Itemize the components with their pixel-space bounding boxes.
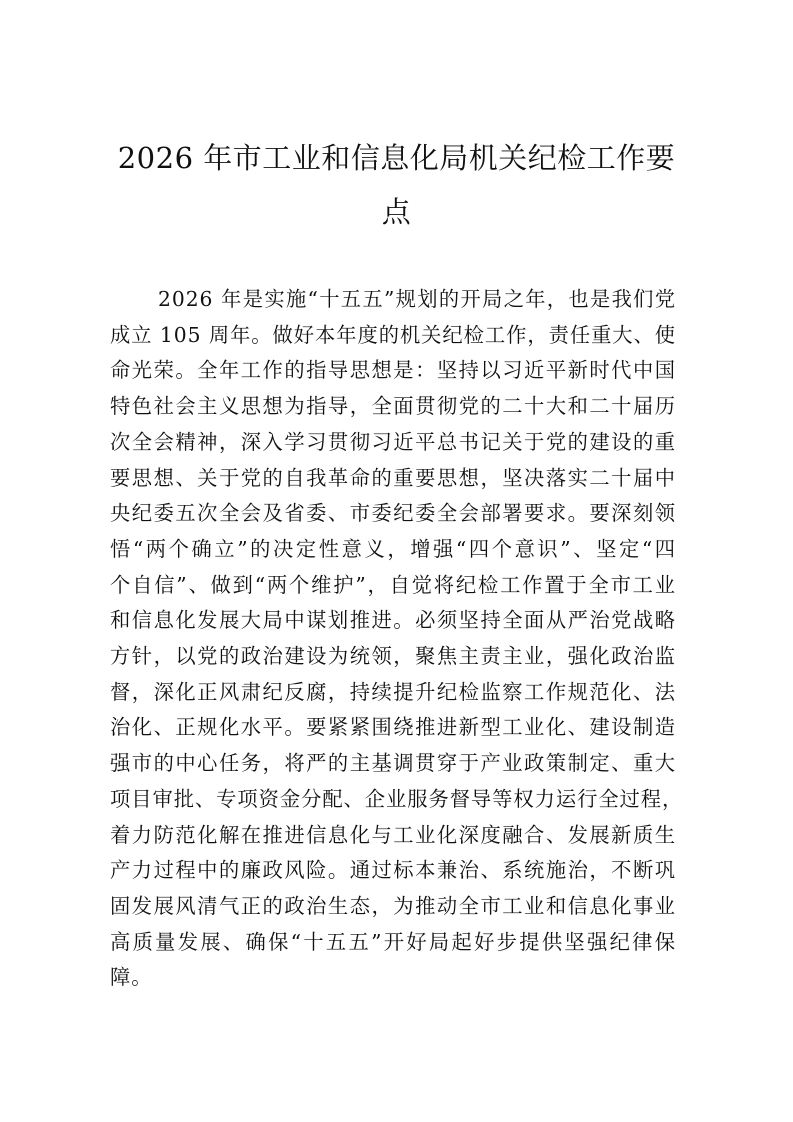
paragraph-line: 产力过程中的廉政风险。通过标本兼治、系统施治，不断巩 [110, 858, 676, 883]
paragraph-line: 2026 年是实施“十五五”规划的开局之年，也是我们党 [158, 287, 676, 311]
paragraph-line: 督，深化正风肃纪反腐，持续提升纪检监察工作规范化、法 [110, 679, 676, 704]
paragraph-line: 着力防范化解在推进信息化与工业化深度融合、发展新质生 [110, 822, 676, 847]
body-paragraph [110, 282, 684, 996]
paragraph-line: 项目审批、专项资金分配、企业服务督导等权力运行全过程， [110, 786, 684, 811]
document-title [110, 131, 683, 239]
paragraph-line: 和信息化发展大局中谋划推进。必须坚持全面从严治党战略 [110, 608, 676, 633]
title-line: 点 [381, 195, 412, 229]
paragraph-line: 强市的中心任务，将严的主基调贯穿于产业政策制定、重大 [110, 751, 676, 776]
paragraph-line: 命光荣。全年工作的指导思想是：坚持以习近平新时代中国 [110, 358, 676, 383]
paragraph-line: 障。 [110, 965, 153, 990]
paragraph-line: 特色社会主义思想为指导，全面贯彻党的二十大和二十届历 [110, 394, 676, 419]
paragraph-line: 次全会精神，深入学习贯彻习近平总书记关于党的建设的重 [110, 429, 676, 454]
paragraph-line: 成立 105 周年。做好本年度的机关纪检工作，责任重大、使 [110, 322, 676, 347]
paragraph-line: 治化、正规化水平。要紧紧围绕推进新型工业化、建设制造 [110, 715, 676, 740]
paragraph-line: 悟“两个确立”的决定性意义，增强“四个意识”、坚定“四 [110, 536, 676, 561]
paragraph-line: 要思想、关于党的自我革命的重要思想，坚决落实二十届中 [110, 465, 676, 490]
paragraph-line: 央纪委五次全会及省委、市委纪委全会部署要求。要深刻领 [110, 501, 676, 526]
paragraph-line: 固发展风清气正的政治生态，为推动全市工业和信息化事业 [110, 893, 676, 918]
paragraph-line: 个自信”、做到“两个维护”，自觉将纪检工作置于全市工业 [110, 572, 676, 597]
paragraph-line: 高质量发展、确保“十五五”开好局起好步提供坚强纪律保 [110, 929, 676, 954]
paragraph-line: 方针，以党的政治建设为统领，聚焦主责主业，强化政治监 [110, 644, 676, 669]
title-line: 2026 年市工业和信息化局机关纪检工作要 [117, 141, 676, 175]
